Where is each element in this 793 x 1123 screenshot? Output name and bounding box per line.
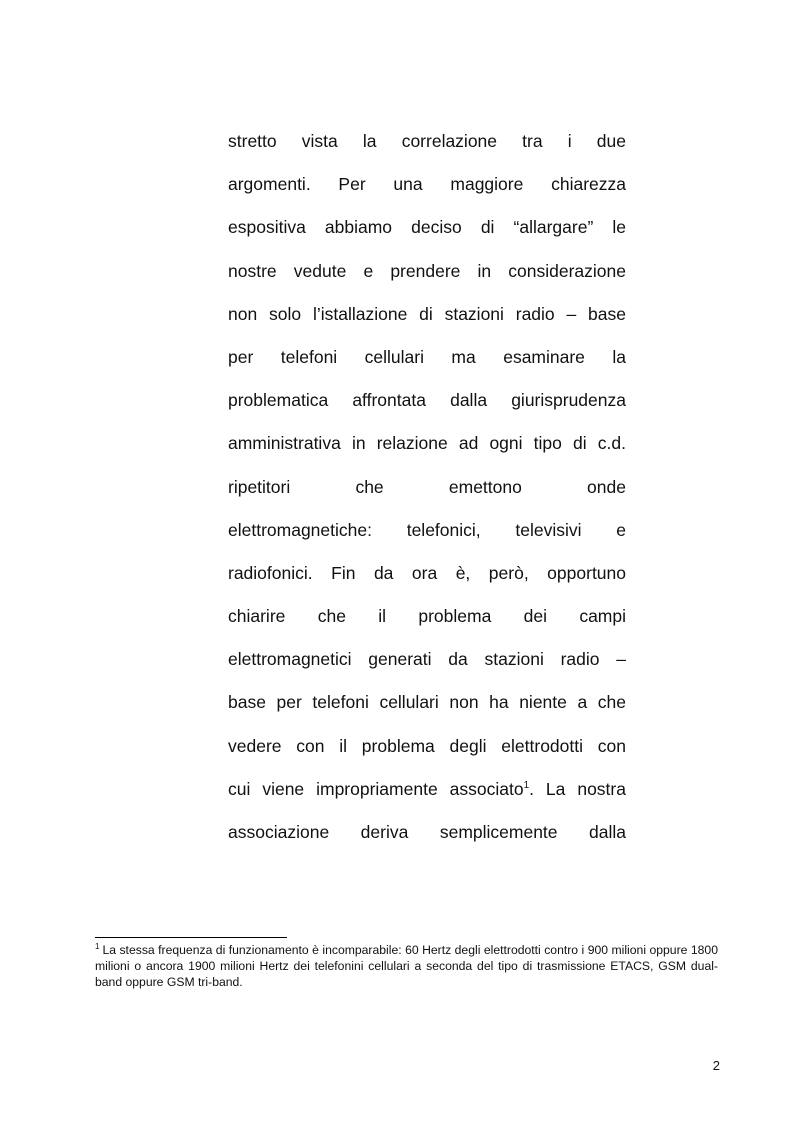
text-segment: . La nostra: [529, 778, 626, 799]
text-line: problematica affrontata dalla giurisprudenza: [228, 390, 626, 411]
text-line: argomenti. Per una maggiore chiarezza: [228, 174, 626, 195]
body-text: [228, 120, 626, 854]
text-line: elettromagnetiche: telefonici, televisivi e: [228, 519, 626, 540]
text-line: associazione deriva semplicemente dalla: [228, 822, 626, 842]
text-line: chiarire che il problema dei campi: [228, 606, 626, 627]
text-line: per telefoni cellulari ma esaminare la: [228, 346, 626, 367]
footnote-text: La stessa frequenza di funzionamento è incomparabile: 60 Hertz degli elettrodotti contro i 900 milioni oppure 1800 milioni o ancora 1900 milioni Hertz dei telefonini cellulari a seconda del tipo di trasmissione ETACS, GSM dual-band oppure GSM tri-band.: [95, 943, 718, 989]
footnote-separator: [95, 937, 287, 938]
text-line: non solo l’istallazione di stazioni radio – base: [228, 303, 626, 324]
footnote-mark: 1: [95, 941, 100, 951]
footnote: [95, 942, 718, 990]
text-line: ripetitori che emettono onde: [228, 476, 626, 497]
text-segment: cui viene impropriamente associato: [228, 778, 524, 799]
text-line: elettromagnetici generati da stazioni radio –: [228, 649, 626, 670]
text-line: stretto vista la correlazione tra i due: [228, 131, 626, 151]
footnote-reference[interactable]: 1: [523, 779, 530, 791]
text-line: espositiva abbiamo deciso di “allargare” le: [228, 217, 626, 238]
text-line: vedere con il problema degli elettrodotti con: [228, 735, 626, 756]
text-line: radiofonici. Fin da ora è, però, opportuno: [228, 562, 626, 583]
text-line: nostre vedute e prendere in considerazione: [228, 260, 626, 281]
page-number: 2: [712, 1058, 720, 1073]
text-line: base per telefoni cellulari non ha niente a che: [228, 692, 626, 713]
text-line: amministrativa in relazione ad ogni tipo di c.d.: [228, 433, 626, 454]
text-line-with-footnote-ref: [228, 768, 626, 811]
